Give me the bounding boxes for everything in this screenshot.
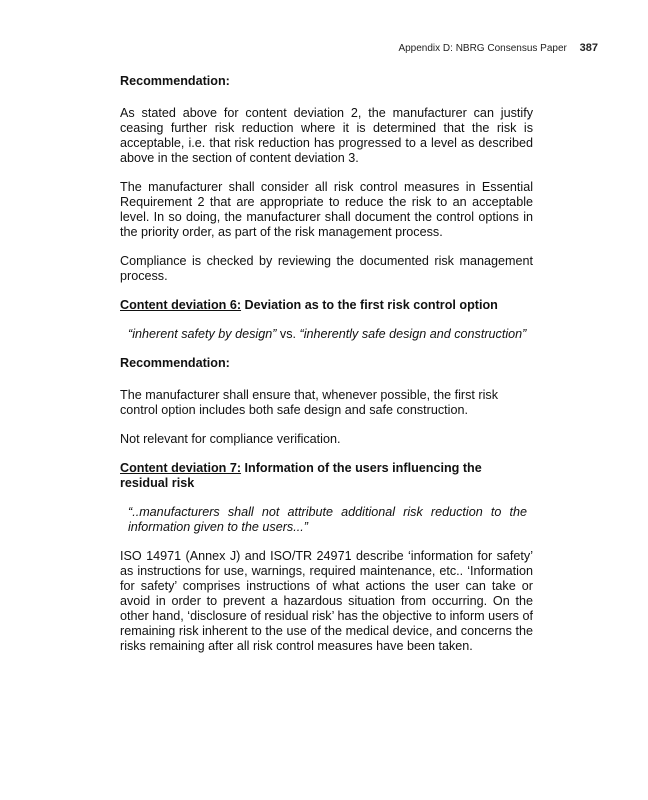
quote-6-part-2: “inherently safe design and construction” xyxy=(299,327,527,341)
paragraph-not-relevant: Not relevant for compliance verification. xyxy=(120,432,341,446)
content-deviation-6-title: Deviation as to the first risk control option xyxy=(241,298,498,312)
paragraph-first-risk-control: The manufacturer shall ensure that, whenever possible, the first risk control option includes both safe design and safe construction. xyxy=(120,388,498,417)
page-body xyxy=(120,74,533,668)
running-header xyxy=(398,42,598,54)
paragraph-justification: As stated above for content deviation 2, the manufacturer can justify ceasing further risk reduction where it is determined that the risk is acceptable, i.e. that risk reduction has progressed to a level as described above in the section of content deviation 3. xyxy=(120,106,533,165)
quote-6-vs: vs. xyxy=(276,327,300,341)
paragraph-information-for-safety: ISO 14971 (Annex J) and ISO/TR 24971 describe ‘information for safety’ as instructions for use, warnings, required maintenance, etc.. ‘Information for safety’ comprises instructions of what actions the user can take or avoid in order to prevent a hazardous situation from occurring. On the other hand, ‘disclosure of residual risk’ has the objective to inform users of remaining risk inherent to the use of the medical device, and concerns the risks remaining after all risk control measures have been taken. xyxy=(120,549,533,653)
paragraph-risk-control-measures: The manufacturer shall consider all risk control measures in Essential Requirement 2 that are appropriate to reduce the risk to an acceptable level. In so doing, the manufacturer shall document the control options in the priority order, as part of the risk management process. xyxy=(120,180,533,239)
quote-deviation-7: “..manufacturers shall not attribute additional risk reduction to the information given to the users...” xyxy=(128,505,527,534)
recommendation-heading-1: Recommendation: xyxy=(120,74,230,88)
page-number: 387 xyxy=(579,42,598,54)
recommendation-heading-2: Recommendation: xyxy=(120,356,230,370)
quote-deviation-6 xyxy=(128,327,533,342)
paragraph-compliance-check: Compliance is checked by reviewing the documented risk management process. xyxy=(120,254,533,283)
quote-6-part-1: “inherent safety by design” xyxy=(128,327,277,341)
header-title: Appendix D: NBRG Consensus Paper xyxy=(398,43,567,54)
content-deviation-7-label: Content deviation 7: xyxy=(120,461,242,475)
content-deviation-6-label: Content deviation 6: xyxy=(120,298,242,312)
content-deviation-7-title: Information of the users influencing the residual risk xyxy=(120,461,482,490)
content-deviation-6-heading xyxy=(120,298,533,313)
content-deviation-7-heading xyxy=(120,461,533,491)
